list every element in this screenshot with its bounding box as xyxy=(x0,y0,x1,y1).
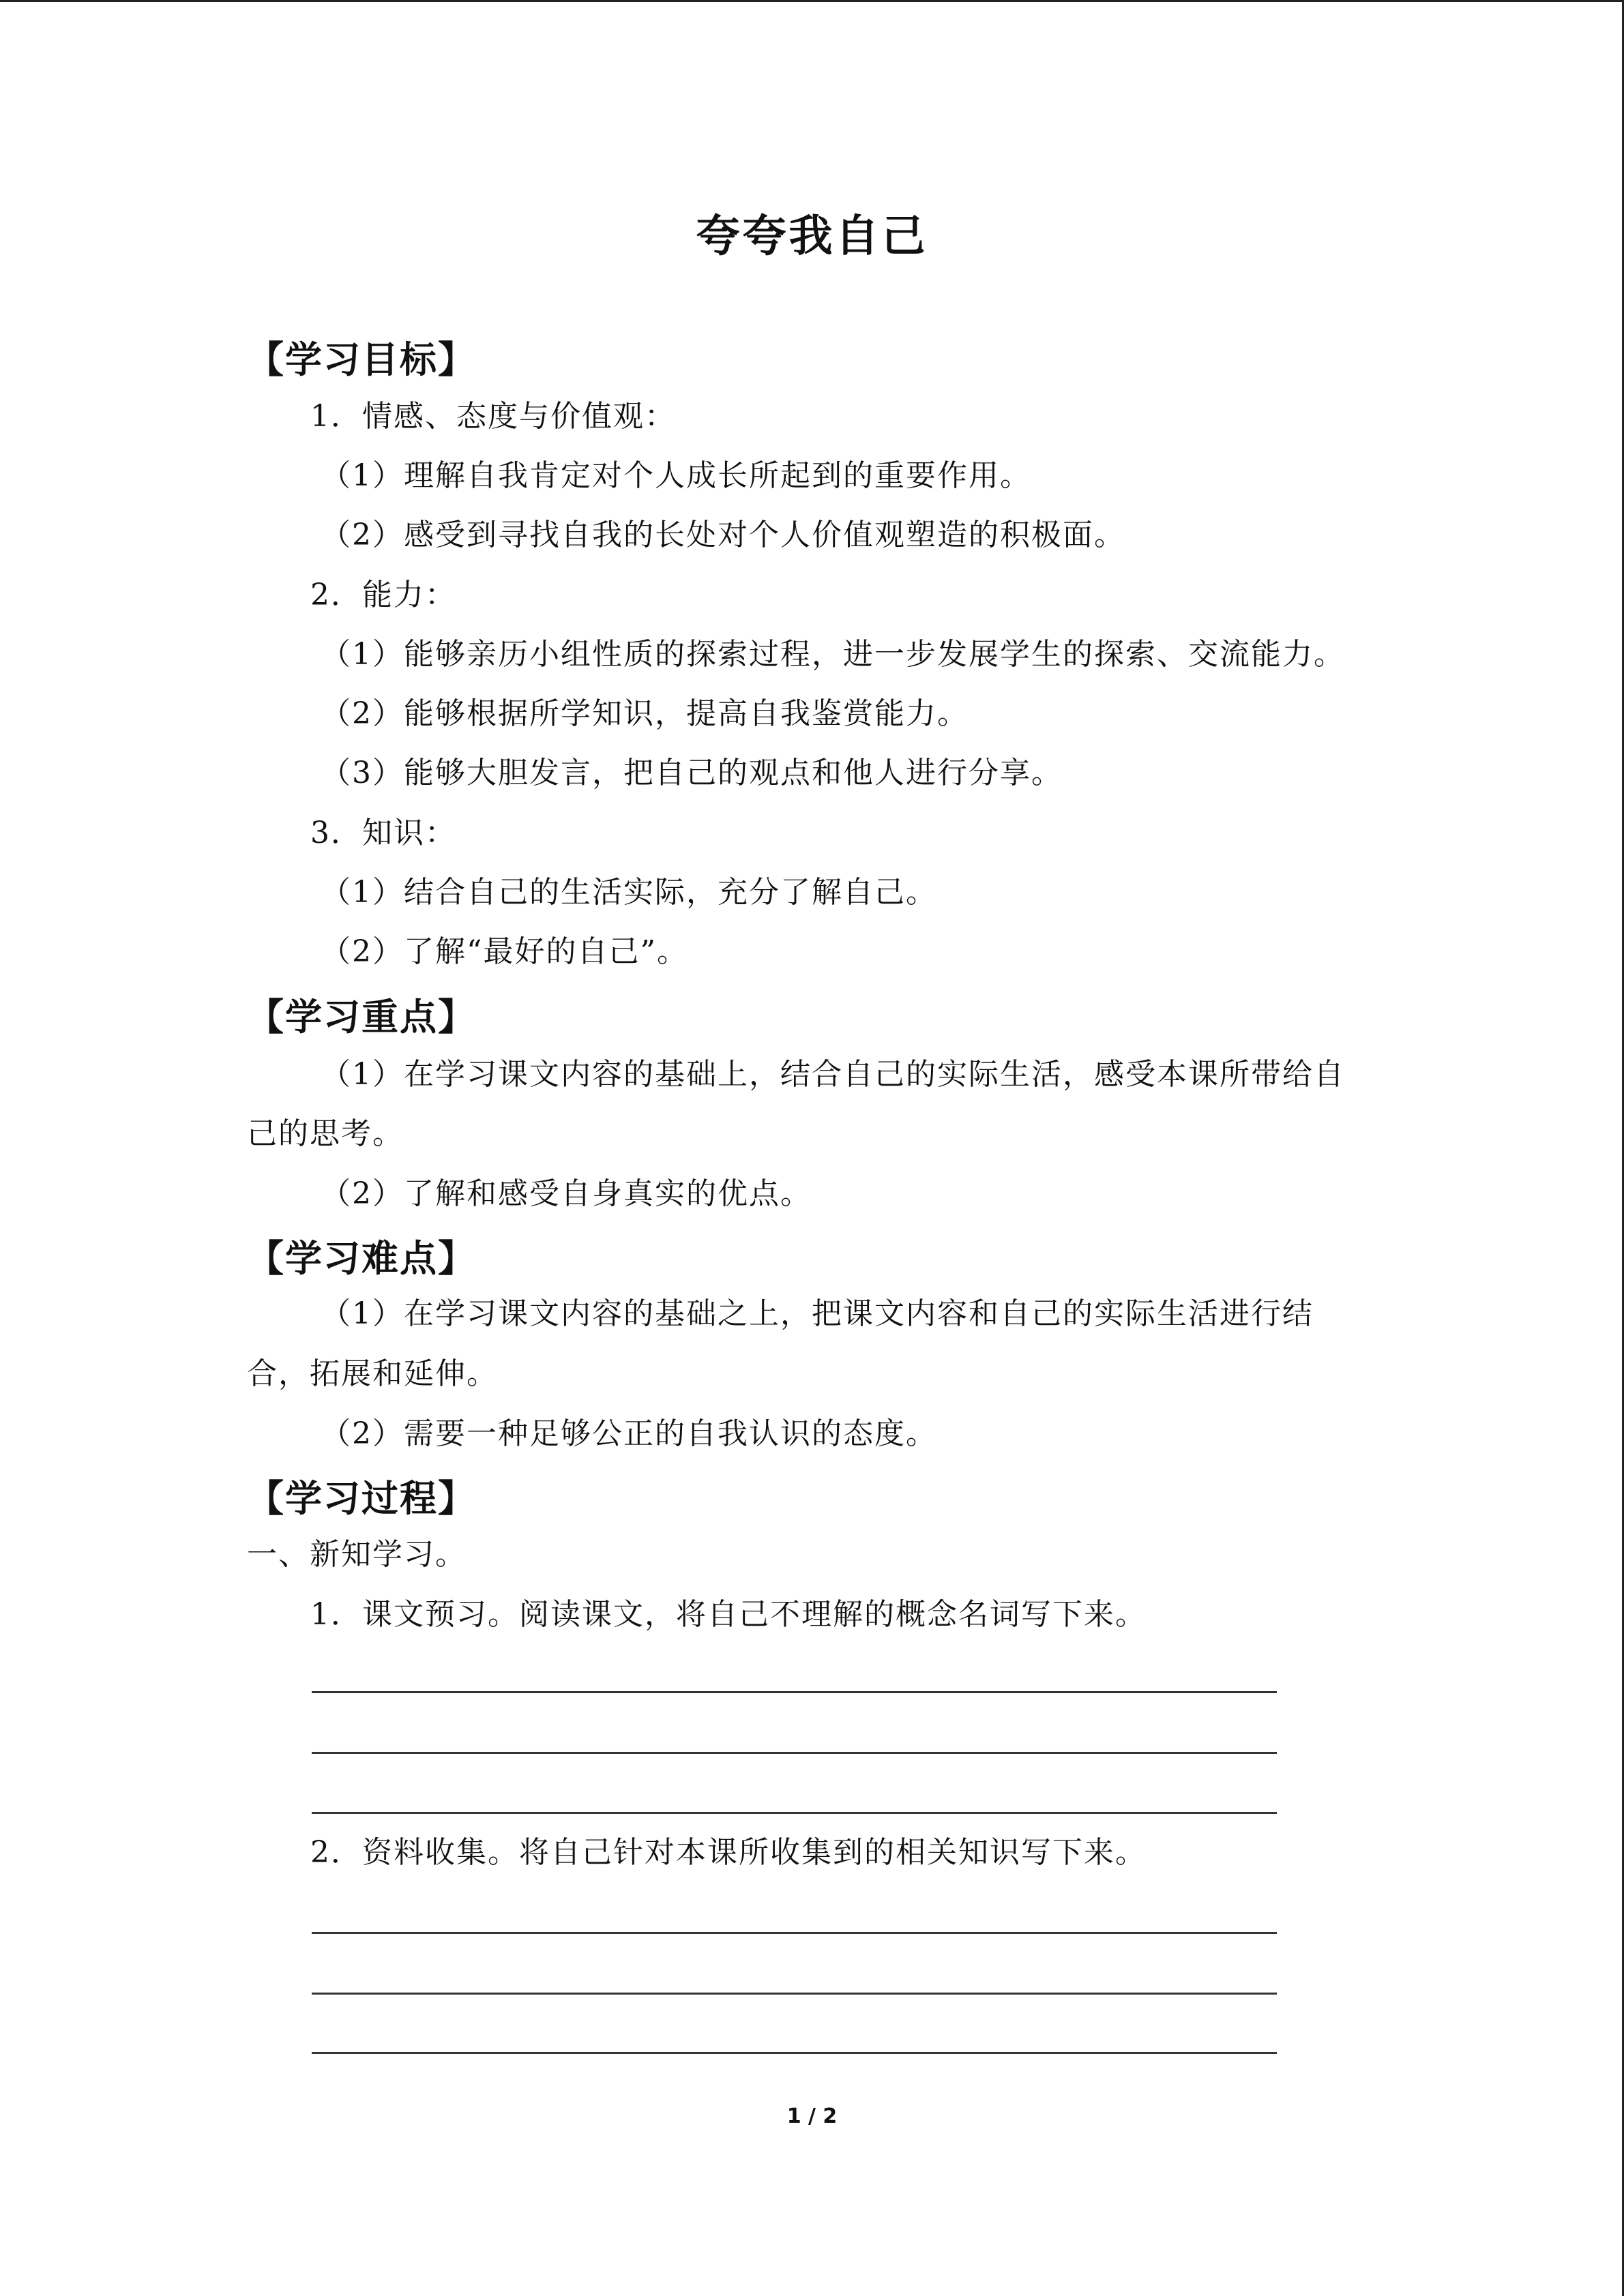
objective-line: （1）理解自我肯定对个人成长所起到的重要作用。 xyxy=(321,458,1031,493)
document-title: 夸夸我自己 xyxy=(696,211,928,262)
answer-line[interactable] xyxy=(312,1812,1277,1814)
process-question-2: 2．资料收集。将自己针对本课所收集到的相关知识写下来。 xyxy=(310,1835,1147,1870)
answer-line[interactable] xyxy=(312,1691,1277,1693)
difficulty-line: （2）需要一种足够公正的自我认识的态度。 xyxy=(321,1416,937,1451)
objective-line: （2）能够根据所学知识，提高自我鉴赏能力。 xyxy=(321,696,969,731)
objective-line: （1）结合自己的生活实际，充分了解自己。 xyxy=(321,875,937,910)
key-point-line: （1）在学习课文内容的基础上，结合自己的实际生活，感受本课所带给自 xyxy=(321,1057,1345,1092)
section-heading-difficulties: 【学习难点】 xyxy=(247,1237,476,1280)
objective-line: 3．知识： xyxy=(310,816,456,850)
objective-line: （3）能够大胆发言，把自己的观点和他人进行分享。 xyxy=(321,756,1063,790)
answer-line[interactable] xyxy=(312,2052,1277,2054)
objective-line: （2）感受到寻找自我的长处对个人价值观塑造的积极面。 xyxy=(321,518,1125,552)
process-question-1: 1．课文预习。阅读课文，将自己不理解的概念名词写下来。 xyxy=(310,1597,1147,1632)
answer-line[interactable] xyxy=(312,1993,1277,1995)
section-heading-process: 【学习过程】 xyxy=(247,1477,476,1520)
key-point-line: （2）了解和感受自身真实的优点。 xyxy=(321,1176,812,1211)
objective-line: 1．情感、态度与价值观： xyxy=(310,399,676,434)
section-heading-objectives: 【学习目标】 xyxy=(247,338,476,381)
answer-line[interactable] xyxy=(312,1932,1277,1934)
key-point-line: 己的思考。 xyxy=(247,1116,404,1151)
objective-line: （2）了解“最好的自己”。 xyxy=(321,934,688,969)
difficulty-line: 合，拓展和延伸。 xyxy=(247,1356,498,1391)
answer-line[interactable] xyxy=(312,1752,1277,1754)
difficulty-line: （1）在学习课文内容的基础之上，把课文内容和自己的实际生活进行结 xyxy=(321,1296,1314,1331)
objective-line: （1）能够亲历小组性质的探索过程，进一步发展学生的探索、交流能力。 xyxy=(321,637,1345,672)
section-heading-key-points: 【学习重点】 xyxy=(247,996,476,1039)
page-number: 1 / 2 xyxy=(786,2104,838,2128)
objective-line: 2．能力： xyxy=(310,578,456,612)
process-line: 一、新知学习。 xyxy=(247,1537,467,1572)
